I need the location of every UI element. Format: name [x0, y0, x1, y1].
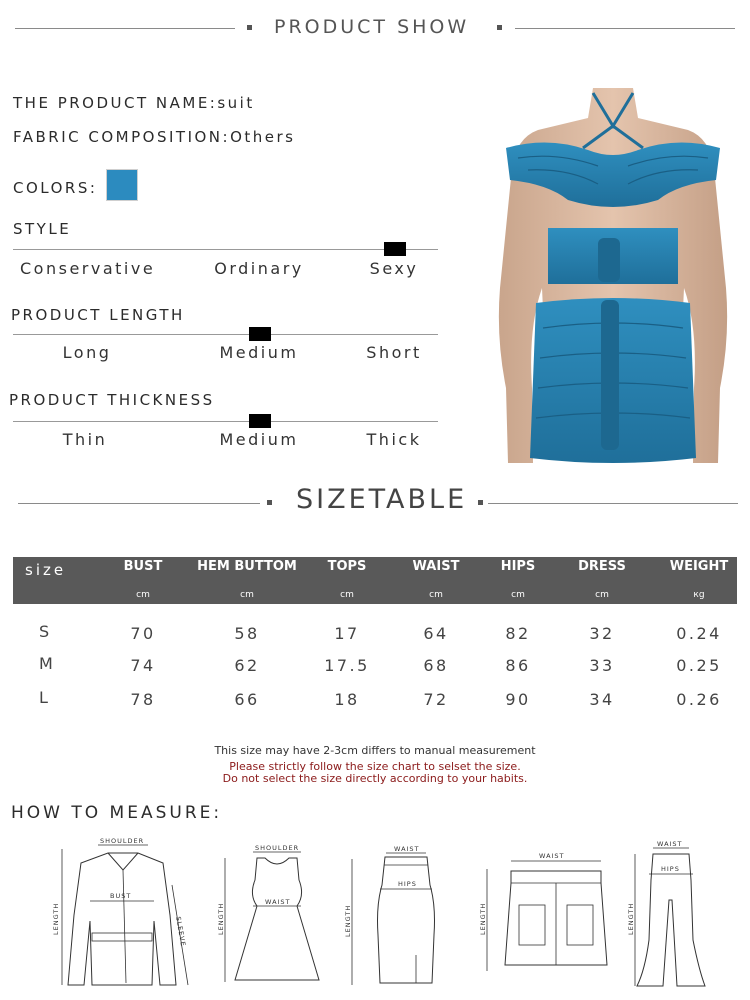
- pants-waist-label: WAIST: [657, 840, 683, 848]
- column-header-dress: DRESS: [578, 559, 626, 574]
- length-option-medium: Medium: [219, 343, 299, 362]
- skirt-waist-label: WAIST: [394, 845, 420, 853]
- column-unit-2: cm: [340, 590, 354, 600]
- column-header-bust: BUST: [123, 559, 163, 574]
- pants-length-label: LENGTH: [627, 902, 635, 935]
- table-cell: 33: [589, 656, 615, 675]
- table-cell: 0.24: [676, 624, 722, 643]
- column-unit-0: cm: [136, 590, 150, 600]
- jacket-bust-label: BUST: [110, 892, 132, 900]
- size-row-label: S: [39, 622, 50, 641]
- jacket-shoulder-label: SHOULDER: [100, 837, 145, 845]
- table-cell: 17.5: [324, 656, 370, 675]
- table-cell: 82: [505, 624, 531, 643]
- size-row-label: M: [39, 654, 53, 673]
- length-title: PRODUCT LENGTH: [11, 306, 185, 324]
- table-cell: 66: [234, 690, 260, 709]
- table-cell: 74: [130, 656, 156, 675]
- table-cell: 17: [334, 624, 360, 643]
- length-option-long: Long: [62, 343, 112, 362]
- skirt-hips-label: HIPS: [398, 880, 417, 888]
- product-photo: [488, 88, 738, 468]
- pants-measure-diagram: [625, 840, 715, 990]
- dress-shoulder-label: SHOULDER: [255, 844, 300, 852]
- column-header-tops: TOPS: [327, 559, 367, 574]
- dress-length-label: LENGTH: [217, 902, 225, 935]
- column-header-hem-buttom: HEM BUTTOM: [197, 559, 297, 574]
- column-header-weight: WEIGHT: [669, 559, 729, 574]
- color-swatch-blue[interactable]: [106, 169, 138, 201]
- length-marker: [249, 327, 271, 341]
- sizetable-rule-right: [488, 503, 738, 504]
- note-habits: Do not select the size directly according to your habits.: [222, 772, 528, 785]
- product-show-title: PRODUCT SHOW: [274, 16, 470, 38]
- column-unit-4: cm: [511, 590, 525, 600]
- product-name: THE PRODUCT NAME:suit: [13, 94, 255, 112]
- thickness-option-medium: Medium: [219, 430, 299, 449]
- table-cell: 68: [423, 656, 449, 675]
- header-rule-right: [515, 28, 735, 29]
- skirt-measure-diagram: [340, 845, 450, 990]
- column-unit-1: cm: [240, 590, 254, 600]
- sizetable-bullet-right: [478, 500, 483, 505]
- length-option-short: Short: [366, 343, 422, 362]
- dress-measure-diagram: [215, 840, 335, 990]
- fabric-composition: FABRIC COMPOSITION:Others: [13, 128, 296, 146]
- length-scale-line: [13, 334, 438, 335]
- sizetable-title: SIZETABLE: [296, 484, 468, 515]
- size-column-header: size: [25, 561, 67, 579]
- colors-label: COLORS:: [13, 179, 98, 197]
- jacket-sleeve-label: SLEEVE: [174, 915, 188, 948]
- style-option-conservative: Conservative: [20, 259, 156, 278]
- thickness-option-thick: Thick: [366, 430, 422, 449]
- table-cell: 72: [423, 690, 449, 709]
- thickness-marker: [249, 414, 271, 428]
- how-to-measure-title: HOW TO MEASURE:: [11, 803, 223, 823]
- style-marker: [384, 242, 406, 256]
- note-follow-chart: Please strictly follow the size chart to selset the size.: [229, 760, 521, 773]
- thickness-title: PRODUCT THICKNESS: [9, 391, 215, 409]
- table-cell: 18: [334, 690, 360, 709]
- column-header-hips: HIPS: [500, 559, 536, 574]
- mini-waist-label: WAIST: [539, 852, 565, 860]
- mini-length-label: LENGTH: [479, 902, 487, 935]
- style-option-ordinary: Ordinary: [214, 259, 304, 278]
- column-unit-5: cm: [595, 590, 609, 600]
- jacket-measure-diagram: [48, 835, 198, 990]
- table-cell: 0.25: [676, 656, 722, 675]
- note-measurement: This size may have 2-3cm differs to manual measurement: [214, 744, 536, 757]
- table-cell: 86: [505, 656, 531, 675]
- style-option-sexy: Sexy: [369, 259, 419, 278]
- skirt-length-label: LENGTH: [344, 904, 352, 937]
- jacket-length-label: LENGTH: [52, 902, 60, 935]
- table-cell: 0.26: [676, 690, 722, 709]
- header-rule-left: [15, 28, 235, 29]
- table-cell: 32: [589, 624, 615, 643]
- sizetable-rule-left: [18, 503, 260, 504]
- table-cell: 64: [423, 624, 449, 643]
- pants-hips-label: HIPS: [661, 865, 680, 873]
- table-cell: 78: [130, 690, 156, 709]
- thickness-scale-line: [13, 421, 438, 422]
- header-bullet-left: [247, 25, 252, 30]
- size-row-label: L: [39, 688, 48, 707]
- dress-waist-label: WAIST: [265, 898, 291, 906]
- column-header-waist: WAIST: [412, 559, 460, 574]
- table-cell: 58: [234, 624, 260, 643]
- thickness-option-thin: Thin: [62, 430, 108, 449]
- table-cell: 90: [505, 690, 531, 709]
- table-cell: 34: [589, 690, 615, 709]
- style-title: STYLE: [13, 220, 72, 238]
- column-unit-6: кg: [693, 590, 705, 600]
- table-cell: 62: [234, 656, 260, 675]
- table-cell: 70: [130, 624, 156, 643]
- mini-skirt-measure-diagram: [475, 845, 625, 975]
- column-unit-3: cm: [429, 590, 443, 600]
- sizetable-bullet-left: [267, 500, 272, 505]
- style-scale-line: [13, 249, 438, 250]
- header-bullet-right: [497, 25, 502, 30]
